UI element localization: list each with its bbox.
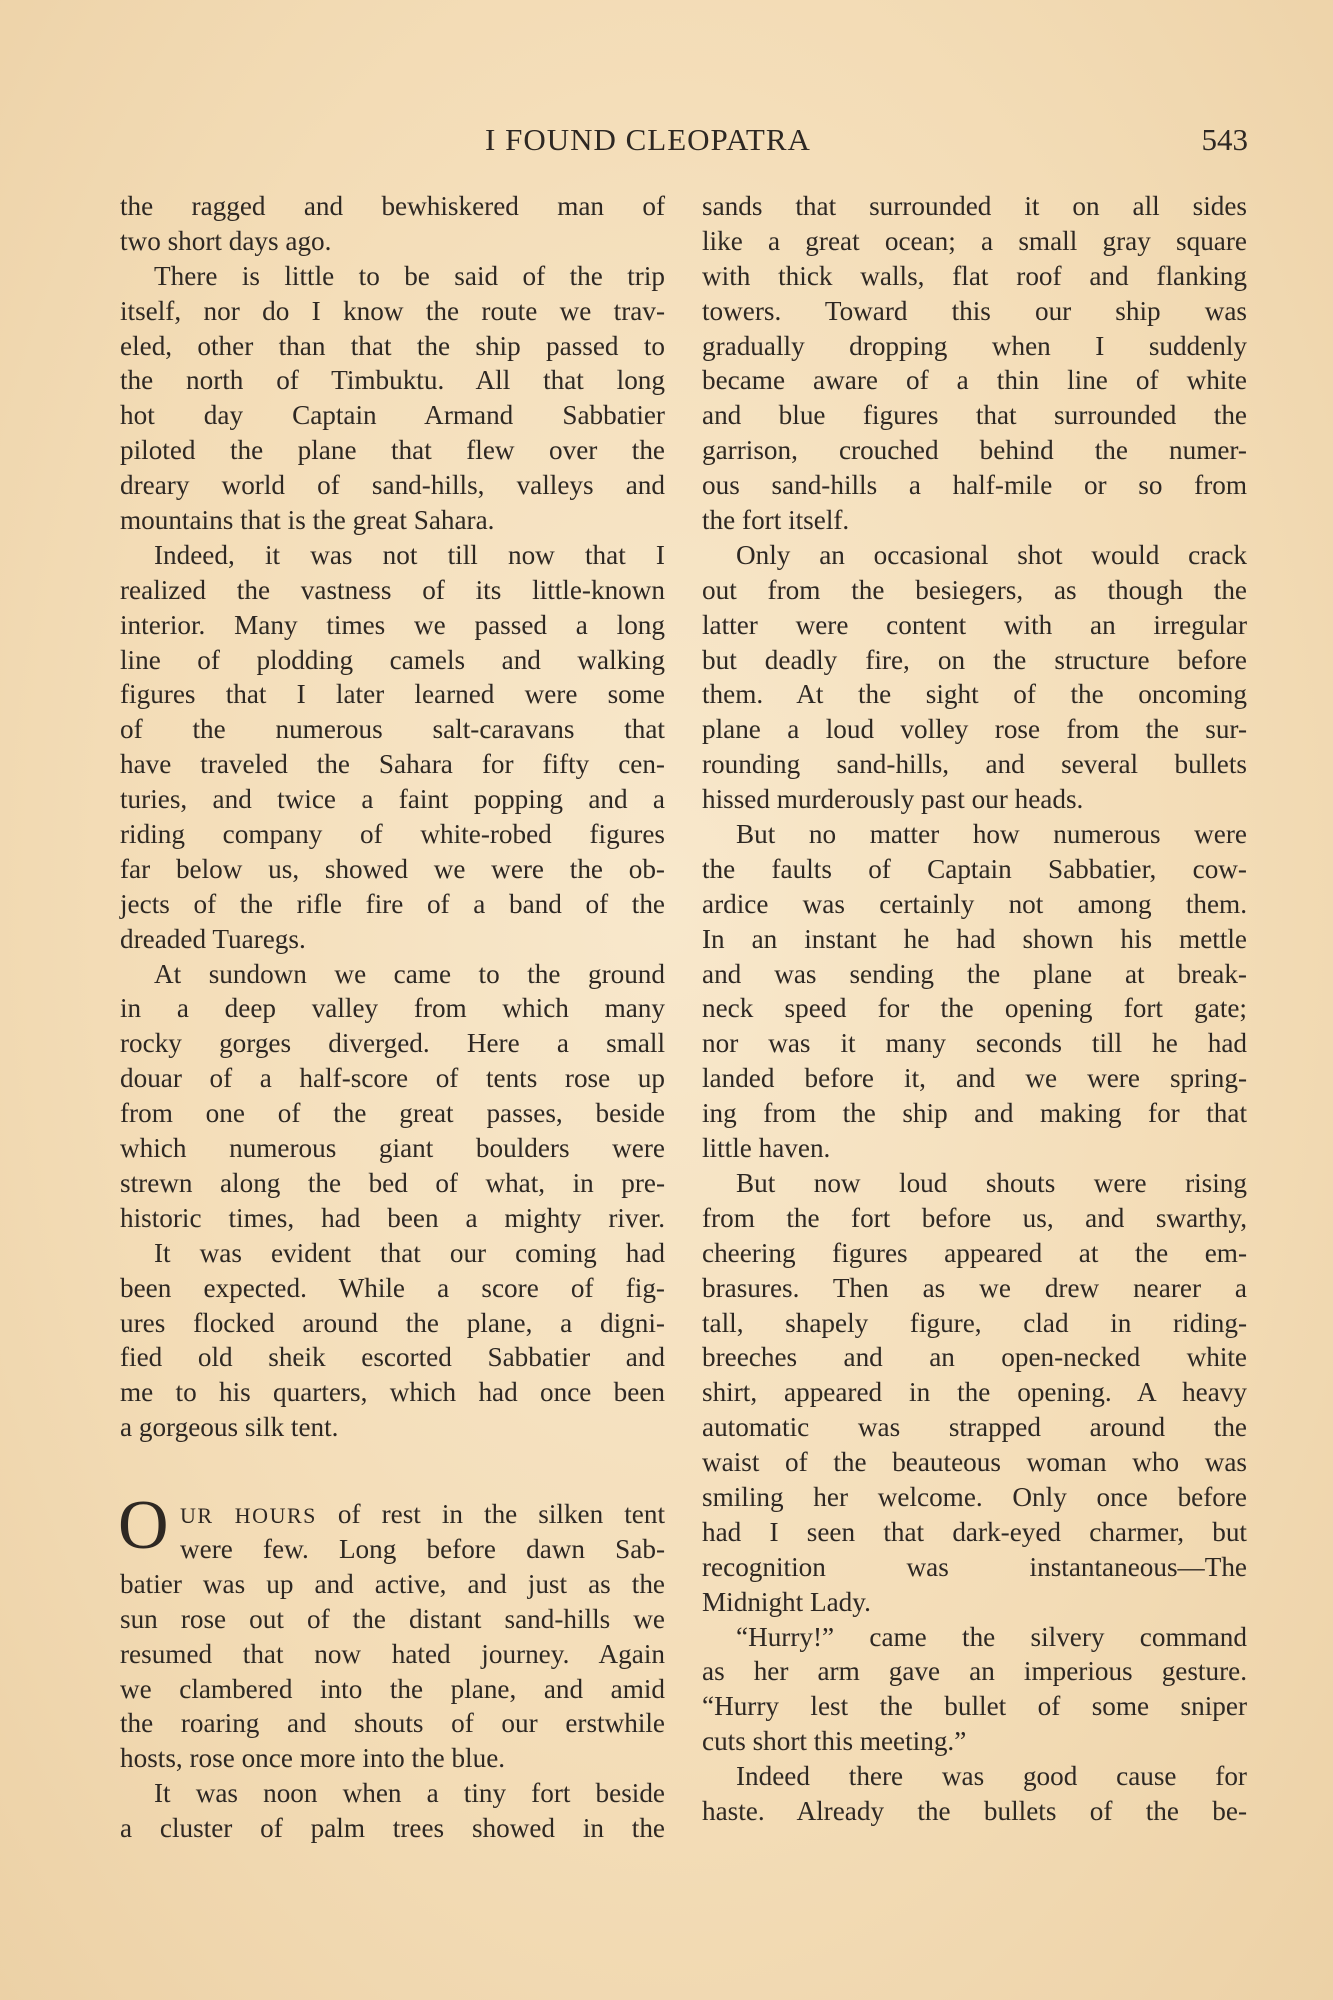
text-line: fied old sheik escorted Sabbatier and <box>120 1342 665 1373</box>
text-line: There is little to be said of the trip <box>154 260 665 291</box>
text-line: in a deep valley from which many <box>120 993 665 1024</box>
text-line: waist of the beauteous woman who was <box>702 1447 1247 1478</box>
text-line: dreary world of sand-hills, valleys and <box>120 470 665 501</box>
text-line: hissed murderously past our heads. <box>702 784 1084 815</box>
text-line: smiling her welcome. Only once before <box>702 1481 1247 1512</box>
running-title: I FOUND CLEOPATRA <box>485 122 811 157</box>
text-line: and was sending the plane at break- <box>702 958 1247 989</box>
text-line: Indeed there was good cause for <box>736 1761 1247 1792</box>
text-line: But no matter how numerous were <box>736 819 1247 850</box>
text-line: which numerous giant boulders were <box>120 1133 665 1164</box>
text-line: line of plodding camels and walking <box>120 644 665 675</box>
text-line: out from the besiegers, as though the <box>702 574 1247 605</box>
text-line: dreaded Tuaregs. <box>120 923 306 954</box>
text-line: landed before it, and we were spring- <box>702 1063 1247 1094</box>
text-line: them. At the sight of the oncoming <box>702 679 1247 710</box>
small-caps-lead: UR HOURS <box>180 1503 317 1529</box>
text-line: Only an occasional shot would crack <box>736 539 1247 570</box>
text-line: sun rose out of the distant sand-hills we <box>120 1603 665 1634</box>
text-line: ardice was certainly not among them. <box>702 888 1247 919</box>
text-line: cheering figures appeared at the em- <box>702 1237 1247 1268</box>
text-line: breeches and an open-necked white <box>702 1342 1247 1373</box>
text-line: had I seen that dark-eyed charmer, but <box>702 1516 1247 1547</box>
text-line: the north of Timbuktu. All that long <box>120 365 665 396</box>
text-line: batier was up and active, and just as the <box>120 1568 665 1599</box>
text-line: rocky gorges diverged. Here a small <box>120 1028 665 1059</box>
text-line: from the fort before us, and swarthy, <box>702 1202 1247 1233</box>
text-line: towers. Toward this our ship was <box>702 295 1247 326</box>
text-line: turies, and twice a faint popping and a <box>120 784 665 815</box>
text-line: but deadly fire, on the structure before <box>702 644 1247 675</box>
section-break <box>120 1445 665 1497</box>
text-line: we clambered into the plane, and amid <box>120 1673 665 1704</box>
text-line: plane a loud volley rose from the sur- <box>702 714 1247 745</box>
text-line: with thick walls, flat roof and flanking <box>702 260 1247 291</box>
text-line: “Hurry lest the bullet of some sniper <box>702 1691 1247 1722</box>
text-line: gradually dropping when I suddenly <box>702 330 1247 361</box>
text-line: me to his quarters, which had once been <box>120 1377 665 1408</box>
text-line: It was noon when a tiny fort beside <box>154 1778 665 1809</box>
text-line: nor was it many seconds till he had <box>702 1028 1247 1059</box>
text-line: tall, shapely figure, clad in riding- <box>702 1307 1247 1338</box>
text-line: At sundown we came to the ground <box>154 958 665 989</box>
text-line: from one of the great passes, beside <box>120 1098 665 1129</box>
text-line: shirt, appeared in the opening. A heavy <box>702 1377 1247 1408</box>
text-line: and blue figures that surrounded the <box>702 400 1247 431</box>
text-line: jects of the rifle fire of a band of the <box>120 888 665 919</box>
text-line: It was evident that our coming had <box>154 1237 665 1268</box>
text-line: as her arm gave an imperious gesture. <box>702 1656 1247 1687</box>
text-line: a gorgeous silk tent. <box>120 1412 339 1443</box>
text-line: neck speed for the opening fort gate; <box>702 993 1247 1024</box>
text-line: ous sand-hills a half-mile or so from <box>702 470 1247 501</box>
text-line: were few. Long before dawn Sab- <box>180 1533 665 1564</box>
text-line: the fort itself. <box>702 505 850 536</box>
drop-cap: O <box>118 1487 169 1565</box>
text-line: eled, other than that the ship passed to <box>120 330 665 361</box>
text-line: little haven. <box>702 1133 831 1164</box>
text-line: realized the vastness of its little-known <box>120 574 665 605</box>
text-line: been expected. While a score of fig- <box>120 1272 665 1303</box>
text-line: interior. Many times we passed a long <box>120 609 665 640</box>
text-line: rounding sand-hills, and several bullets <box>702 749 1247 780</box>
text-fragment: of rest in the silken tent <box>316 1499 665 1530</box>
text-line: ing from the ship and making for that <box>702 1098 1247 1129</box>
text-line: hosts, rose once more into the blue. <box>120 1743 506 1774</box>
text-line: the ragged and bewhiskered man of <box>120 191 665 221</box>
page-header <box>118 122 1248 162</box>
text-line: far below us, showed we were the ob- <box>120 853 665 884</box>
text-line: riding company of white-robed figures <box>120 819 665 850</box>
text-line: the faults of Captain Sabbatier, cow- <box>702 853 1247 884</box>
text-line: Midnight Lady. <box>702 1586 871 1617</box>
text-line: historic times, had been a mighty river. <box>120 1202 665 1233</box>
text-line: two short days ago. <box>120 225 332 256</box>
text-line: the roaring and shouts of our erstwhile <box>120 1708 665 1739</box>
text-line: of the numerous salt-caravans that <box>120 714 665 745</box>
text-line: resumed that now hated journey. Again <box>120 1638 665 1669</box>
text-line: became aware of a thin line of white <box>702 365 1247 396</box>
text-line: garrison, crouched behind the numer- <box>702 435 1247 466</box>
left-column <box>120 189 665 1846</box>
text-line: automatic was strapped around the <box>702 1412 1247 1443</box>
text-line: douar of a half-score of tents rose up <box>120 1063 665 1094</box>
text-line: “Hurry!” came the silvery command <box>736 1621 1247 1652</box>
text-line: haste. Already the bullets of the be- <box>702 1795 1247 1826</box>
text-line: ures flocked around the plane, a digni- <box>120 1307 665 1338</box>
text-line: recognition was instantaneous—The <box>702 1551 1247 1582</box>
text-line: sands that surrounded it on all sides <box>702 191 1247 221</box>
text-line: brasures. Then as we drew nearer a <box>702 1272 1247 1303</box>
text-line: like a great ocean; a small gray square <box>702 225 1247 256</box>
text-line: But now loud shouts were rising <box>736 1167 1247 1198</box>
text-line: cuts short this meeting.” <box>702 1726 967 1757</box>
text-line: In an instant he had shown his mettle <box>702 923 1247 954</box>
text-line: mountains that is the great Sahara. <box>120 505 495 536</box>
text-line: Indeed, it was not till now that I <box>154 539 665 570</box>
text-line: hot day Captain Armand Sabbatier <box>120 400 665 431</box>
text-line: strewn along the bed of what, in pre- <box>120 1167 665 1198</box>
text-line: a cluster of palm trees showed in the <box>120 1813 665 1844</box>
text-line: latter were content with an irregular <box>702 609 1247 640</box>
text-line: figures that I later learned were some <box>120 679 665 710</box>
text-line: itself, nor do I know the route we trav- <box>120 295 665 326</box>
text-line: piloted the plane that flew over the <box>120 435 665 466</box>
page-number: 543 <box>1201 122 1248 157</box>
text-line: have traveled the Sahara for fifty cen- <box>120 749 665 780</box>
right-column <box>702 189 1247 1829</box>
